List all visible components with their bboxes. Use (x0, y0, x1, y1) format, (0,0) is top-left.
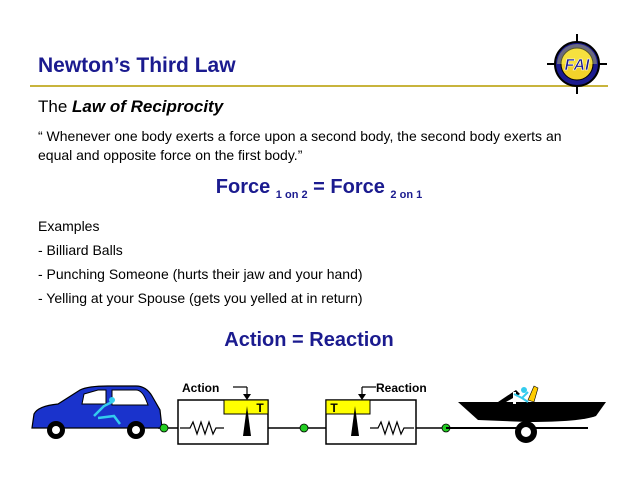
action-reaction-heading: Action = Reaction (224, 329, 394, 351)
subtitle-prefix: The (38, 97, 73, 116)
equation-left-subscript: 1 on 2 (275, 189, 308, 201)
equation-right-subscript: 2 on 1 (390, 189, 423, 201)
examples-list (38, 218, 363, 314)
example-item: - Punching Someone (hurts their jaw and your hand) (38, 266, 363, 282)
example-item: - Yelling at your Spouse (gets you yelled at in return) (38, 290, 363, 306)
equation-equals: = Force (307, 176, 385, 198)
action-gauge (178, 381, 268, 444)
example-item: - Billiard Balls (38, 242, 123, 258)
reaction-gauge-mark: T (330, 401, 338, 415)
force-equation (0, 176, 638, 201)
connector-node (160, 424, 168, 432)
reaction-label: Reaction (376, 381, 427, 395)
action-gauge-mark: T (256, 401, 264, 415)
law-quote: “ Whenever one body exerts a force upon a second body, the second body exerts an equal and opposite force on the first body.” (38, 128, 562, 163)
action-label: Action (182, 381, 220, 395)
fai-logo (545, 34, 609, 94)
logo-text: FAI (564, 57, 590, 74)
title-divider (30, 85, 608, 87)
action-reaction-diagram (28, 372, 610, 448)
connector-node (300, 424, 308, 432)
slide-title: Newton’s Third Law (38, 54, 236, 77)
subtitle (38, 97, 223, 117)
subtitle-emphasis: Law of Reciprocity (72, 97, 224, 116)
examples-heading: Examples (38, 218, 100, 234)
boat-icon (446, 386, 606, 443)
car-icon (32, 386, 162, 439)
reaction-gauge (326, 381, 427, 444)
equation-left: Force (215, 176, 271, 198)
